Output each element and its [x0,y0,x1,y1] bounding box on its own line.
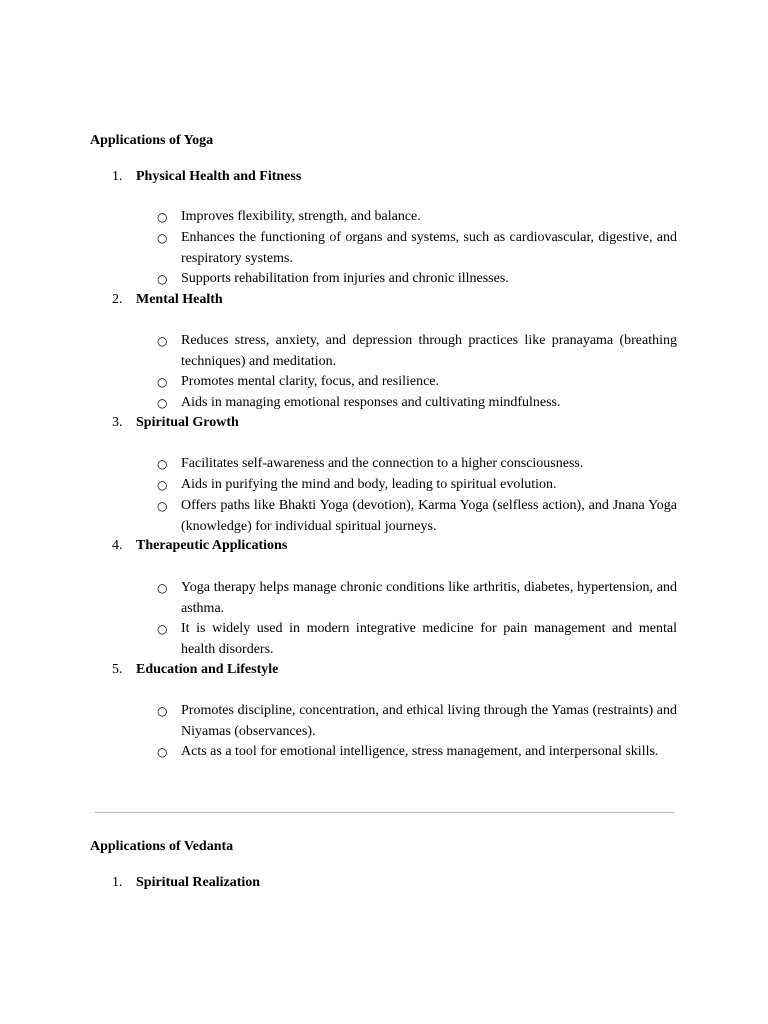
circle-bullet-icon: ○ [157,704,168,718]
horizontal-divider [95,812,674,813]
item-number: 5. [112,662,123,677]
bullet-text: Reduces stress, anxiety, and depression through practices like pranayama (breathing techniques) and meditation. [181,333,677,369]
bullet-text: Acts as a tool for emotional intelligence, stress management, and interpersonal skills. [181,744,659,759]
circle-bullet-icon: ○ [157,499,168,513]
circle-bullet-icon: ○ [157,272,168,286]
circle-bullet-icon: ○ [157,745,168,759]
circle-bullet-icon: ○ [157,231,168,245]
bullet-text: Facilitates self-awareness and the connection to a higher consciousness. [181,456,584,471]
bullet-text: It is widely used in modern integrative medicine for pain management and mental health disorders. [181,621,677,657]
circle-bullet-icon: ○ [157,622,168,636]
item-title: Education and Lifestyle [136,662,279,677]
item-number: 4. [112,538,123,553]
bullet-text: Aids in managing emotional responses and cultivating mindfulness. [181,395,561,410]
bullet-text: Enhances the functioning of organs and systems, such as cardiovascular, digestive, and respiratory systems. [181,230,677,266]
section-heading-vedanta: Applications of Vedanta [90,839,234,854]
item-title: Mental Health [136,292,223,307]
circle-bullet-icon: ○ [157,334,168,348]
circle-bullet-icon: ○ [157,457,168,471]
circle-bullet-icon: ○ [157,396,168,410]
bullet-text: Offers paths like Bhakti Yoga (devotion), Karma Yoga (selfless action), and Jnana Yoga (knowledge) for individual spiritual journeys. [181,498,677,534]
item-number: 1. [112,169,123,184]
item-title: Spiritual Realization [136,875,261,890]
circle-bullet-icon: ○ [157,581,168,595]
bullet-text: Supports rehabilitation from injuries and chronic illnesses. [181,271,509,286]
bullet-text: Yoga therapy helps manage chronic conditions like arthritis, diabetes, hypertension, and asthma. [181,580,677,616]
item-number: 3. [112,415,123,430]
circle-bullet-icon: ○ [157,210,168,224]
section-heading-yoga: Applications of Yoga [90,133,214,148]
bullet-text: Aids in purifying the mind and body, leading to spiritual evolution. [181,477,557,492]
circle-bullet-icon: ○ [157,375,168,389]
bullet-text: Promotes discipline, concentration, and ethical living through the Yamas (restraints) and Niyamas (observances). [181,703,677,739]
item-number: 1. [112,875,123,890]
item-title: Physical Health and Fitness [136,169,302,184]
bullet-text: Improves flexibility, strength, and balance. [181,209,421,224]
item-title: Spiritual Growth [136,415,239,430]
bullet-text: Promotes mental clarity, focus, and resilience. [181,374,440,389]
item-title: Therapeutic Applications [136,538,288,553]
circle-bullet-icon: ○ [157,478,168,492]
item-number: 2. [112,292,123,307]
